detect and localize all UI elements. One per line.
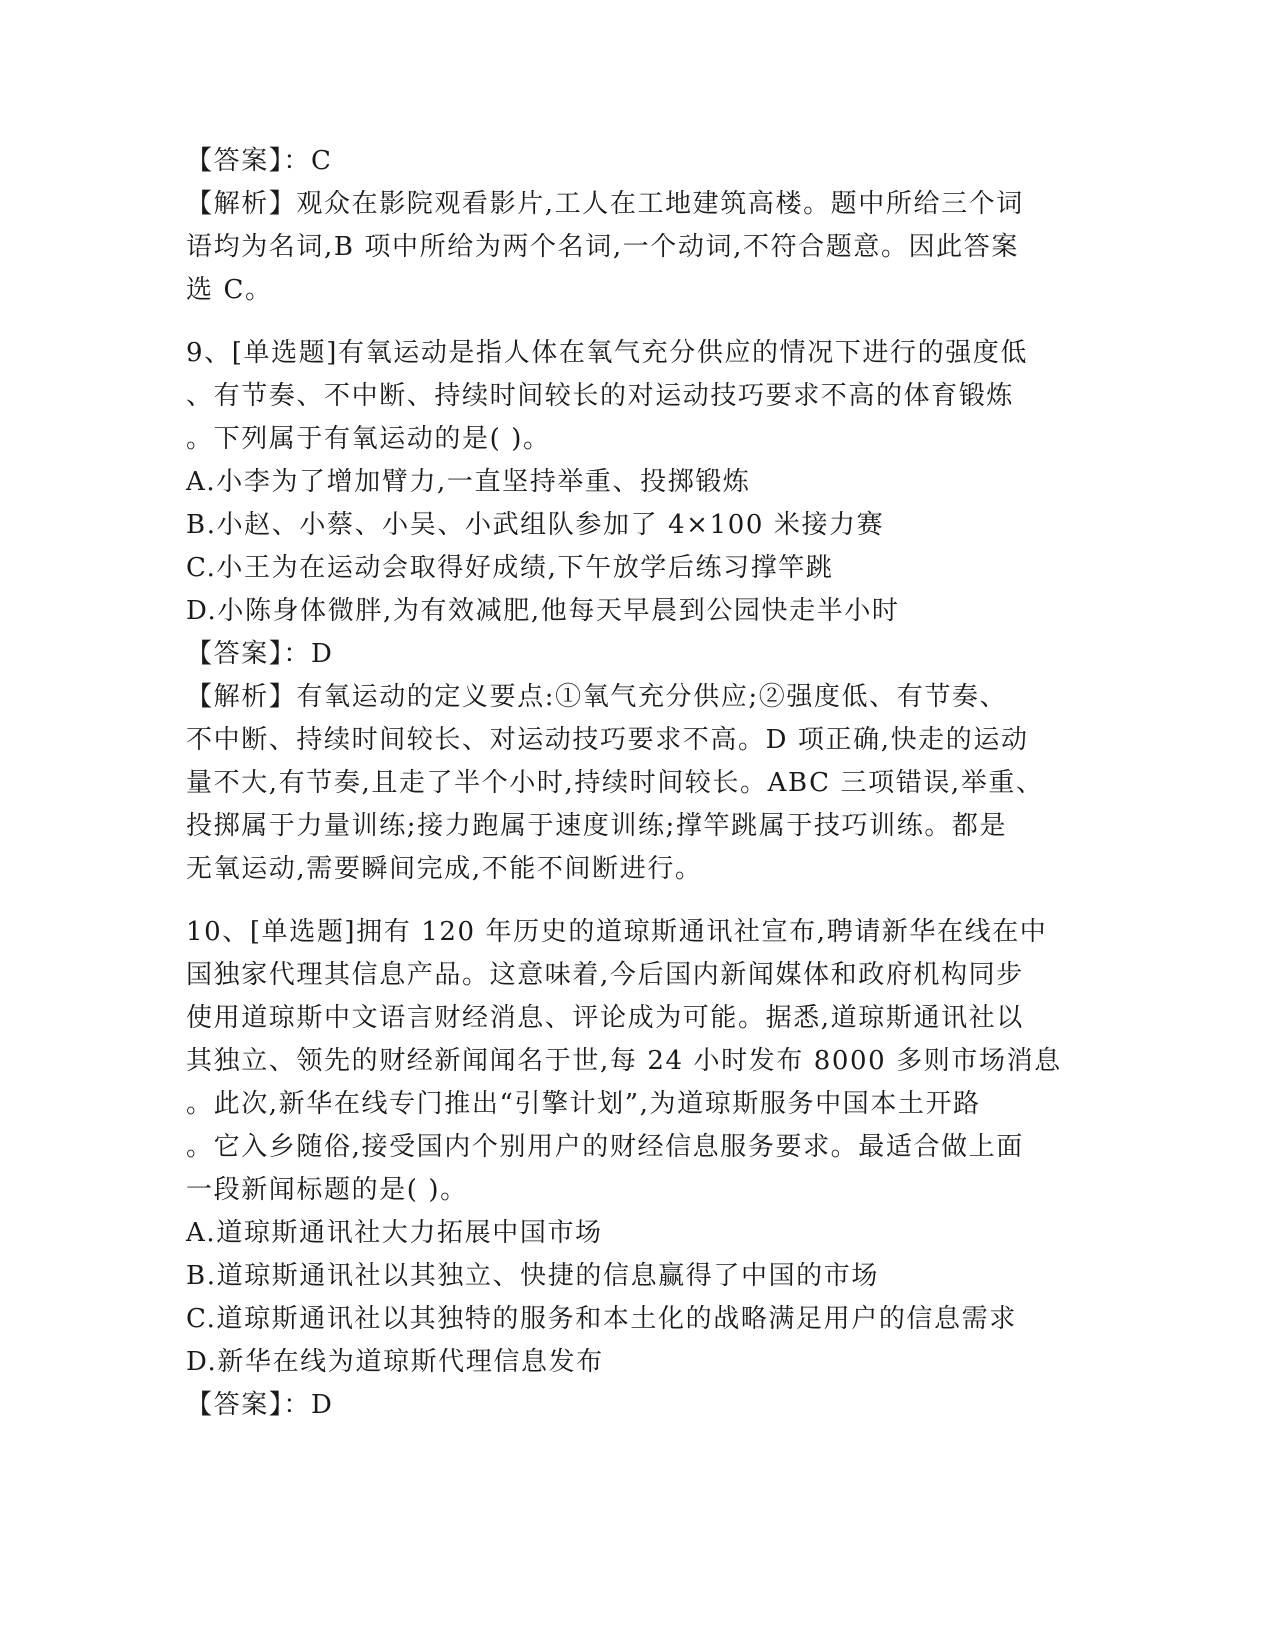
- option-d: D.小陈身体微胖,为有效减肥,他每天早晨到公园快走半小时: [186, 596, 900, 626]
- answer-block-top: [186, 140, 1076, 312]
- question-stem-line: 10、[单选题]拥有 120 年历史的道琼斯通讯社宣布,聘请新华在线在中: [186, 917, 1048, 947]
- answer-line: 【答案】：D: [186, 1390, 334, 1420]
- option-a: A.道琼斯通讯社大力拓展中国市场: [186, 1218, 603, 1248]
- question-stem-line: 一段新闻标题的是( )。: [186, 1175, 468, 1205]
- answer-line: 【答案】：D: [186, 639, 334, 669]
- analysis-line: 选 C。: [186, 275, 273, 305]
- question-stem-line: 。它入乡随俗,接受国内个别用户的财经信息服务要求。最适合做上面: [186, 1132, 1024, 1162]
- document-content: [186, 140, 1076, 1427]
- question-stem-line: 9、[单选题]有氧运动是指人体在氧气充分供应的情况下进行的强度低: [186, 338, 1029, 368]
- analysis-line: 无氧运动,需要瞬间完成,不能不间断进行。: [186, 854, 703, 884]
- answer-line: 【答案】：C: [186, 146, 333, 176]
- option-c: C.道琼斯通讯社以其独特的服务和本土化的战略满足用户的信息需求: [186, 1304, 1017, 1334]
- analysis-line: 投掷属于力量训练;接力跑属于速度训练;撑竿跳属于技巧训练。都是: [186, 811, 1008, 841]
- question-10: [186, 911, 1076, 1427]
- question-stem-line: 国独家代理其信息产品。这意味着,今后国内新闻媒体和政府机构同步: [186, 960, 1024, 990]
- option-c: C.小王为在运动会取得好成绩,下午放学后练习撑竿跳: [186, 553, 834, 583]
- analysis-line: 不中断、持续时间较长、对运动技巧要求不高。D 项正确,快走的运动: [186, 725, 1029, 755]
- question-stem-line: 、有节奏、不中断、持续时间较长的对运动技巧要求不高的体育锻炼: [186, 381, 1015, 411]
- question-stem-line: 。此次,新华在线专门推出“引擎计划”,为道琼斯服务中国本土开路: [186, 1089, 981, 1119]
- paragraph-gap: [186, 891, 1076, 911]
- analysis-line: 语均为名词,B 项中所给为两个名词,一个动词,不符合题意。因此答案: [186, 232, 1019, 262]
- paragraph-gap: [186, 312, 1076, 332]
- analysis-line: 【解析】有氧运动的定义要点:①氧气充分供应;②强度低、有节奏、: [186, 682, 1008, 712]
- question-stem-line: 其独立、领先的财经新闻闻名于世,每 24 小时发布 8000 多则市场消息: [186, 1046, 1062, 1076]
- analysis-line: 【解析】观众在影院观看影片,工人在工地建筑高楼。题中所给三个词: [186, 189, 1024, 219]
- option-a: A.小李为了增加臂力,一直坚持举重、投掷锻炼: [186, 467, 751, 497]
- option-d: D.新华在线为道琼斯代理信息发布: [186, 1347, 604, 1377]
- question-stem-line: 使用道琼斯中文语言财经消息、评论成为可能。据悉,道琼斯通讯社以: [186, 1003, 1024, 1033]
- option-b: B.道琼斯通讯社以其独立、快捷的信息赢得了中国的市场: [186, 1261, 879, 1291]
- analysis-line: 量不大,有节奏,且走了半个小时,持续时间较长。ABC 三项错误,举重、: [186, 768, 1044, 798]
- option-b: B.小赵、小蔡、小吴、小武组队参加了 4×100 米接力赛: [186, 510, 885, 540]
- question-stem-line: 。下列属于有氧运动的是( )。: [186, 424, 551, 454]
- question-9: [186, 332, 1076, 891]
